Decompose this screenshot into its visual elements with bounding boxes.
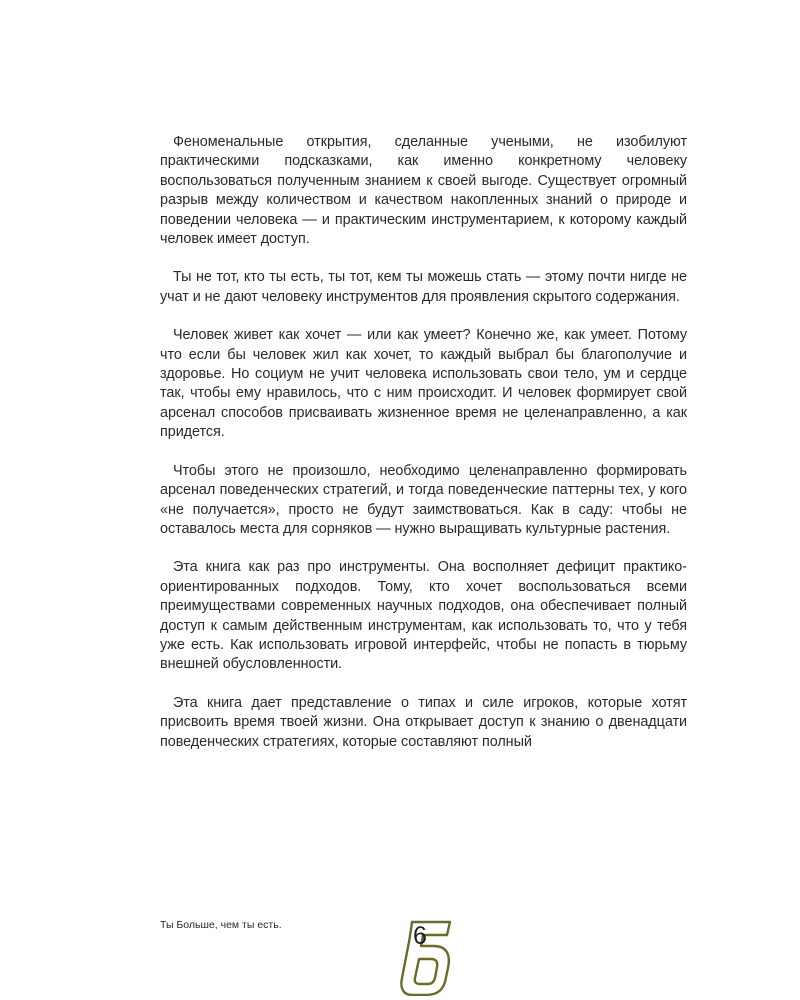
paragraph: Феноменальные открытия, сделанные учеными, не изобилуют практическими подсказками, как именно конкретному человеку воспользоваться полученным знанием к своей выгоде. Существует огромный разрыв между количеством и качеством накопленных знаний о природе и поведении человека — и практическим инструментарием, к которому каждый человек имеет доступ.	[160, 134, 687, 248]
page-body	[160, 133, 687, 771]
paragraph: Чтобы этого не произошло, необходимо целенаправленно формировать арсенал поведенческих стратегий, и тогда поведенческие паттерны тех, у кого «не получается», просто не будут заимствоваться. Как в саду: чтобы не оставалось места для сорняков — нужно выращивать культурные растения.	[160, 462, 687, 537]
paragraph: Ты не тот, кто ты есть, ты тот, кем ты можешь стать — этому почти нигде не учат и не дают человеку инструментов для проявления скрытого содержания.	[160, 269, 687, 305]
book-logo-icon	[400, 920, 454, 996]
paragraph: Эта книга как раз про инструменты. Она восполняет дефицит практико-ориентированных подходов. Тому, кто хочет воспользоваться всеми преимуществами современных научных подходов, она обеспечивает полный доступ к самым действенным инструментам, как использовать то, что у тебя уже есть. Как использовать игровой интерфейс, чтобы не попасть в тюрьму внешней обусловленности.	[160, 559, 687, 673]
page-number: 6	[413, 922, 427, 950]
paragraph: Эта книга дает представление о типах и силе игроков, которые хотят присвоить время твоей жизни. Она открывает доступ к знанию о двенадцати поведенческих стратегиях, которые составляют полный	[160, 694, 687, 750]
running-footer-title: Ты Больше, чем ты есть.	[160, 919, 282, 931]
paragraph: Человек живет как хочет — или как умеет? Конечно же, как умеет. Потому что если бы человек жил как хочет, то каждый выбрал бы благополучие и здоровье. Но социум не учит человека использовать свои тело, ум и сердце так, чтобы ему нравилось, что с ним происходит. И человек формирует свой арсенал способов присваивать жизненное время не целенаправленно, а как придется.	[160, 327, 687, 441]
